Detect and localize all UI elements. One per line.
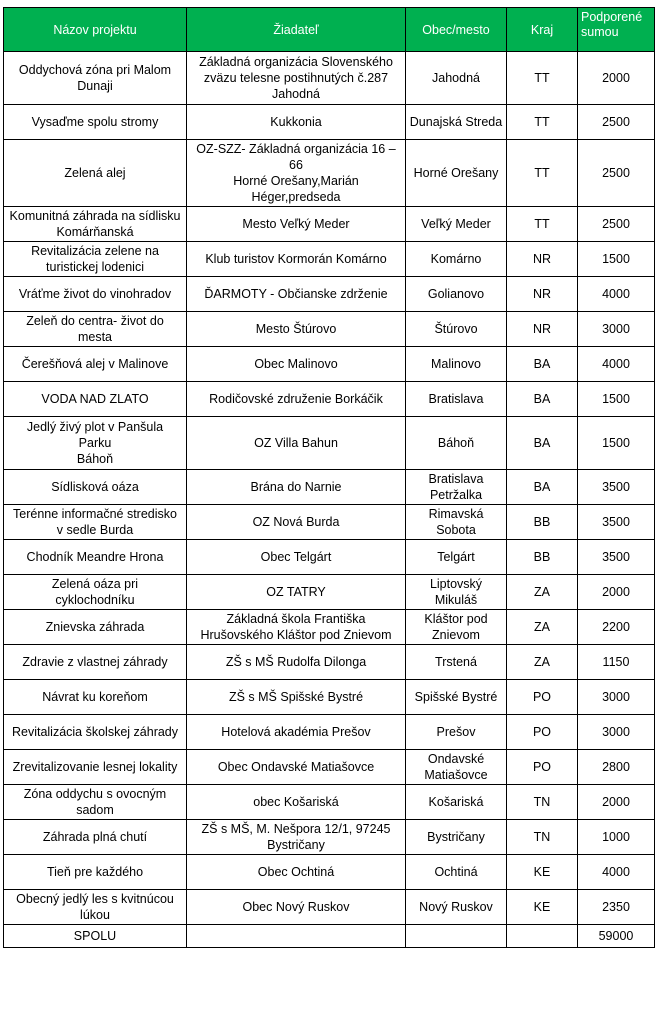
region-cell: TT [507,207,578,242]
city-cell: Štúrovo [406,312,507,347]
applicant-cell: Základná škola Františka Hrušovského Kláštor pod Znievom [187,610,406,645]
table-row [4,470,655,505]
table-row [4,417,655,470]
region-cell: ZA [507,575,578,610]
amount-cell: 1000 [578,820,655,855]
region-cell: BB [507,540,578,575]
project-name-cell: Revitalizácia zelene na turistickej lodenici [4,242,187,277]
project-name-cell: Návrat ku koreňom [4,680,187,715]
project-name-cell: Obecný jedlý les s kvitnúcou lúkou [4,890,187,925]
city-cell: Golianovo [406,277,507,312]
city-cell: Kláštor pod Znievom [406,610,507,645]
amount-cell: 3000 [578,312,655,347]
header-region: Kraj [507,8,578,52]
table-row [4,105,655,140]
city-cell: Bratislava Petržalka [406,470,507,505]
grant-table [3,7,655,948]
applicant-cell: Obec Ondavské Matiašovce [187,750,406,785]
total-row [4,925,655,948]
city-cell: Ochtiná [406,855,507,890]
amount-cell: 4000 [578,277,655,312]
city-cell: Nový Ruskov [406,890,507,925]
amount-cell: 1150 [578,645,655,680]
table-row [4,312,655,347]
applicant-cell: Kukkonia [187,105,406,140]
amount-cell: 2000 [578,785,655,820]
region-cell: NR [507,242,578,277]
city-cell: Malinovo [406,347,507,382]
region-cell: KE [507,855,578,890]
table-row [4,750,655,785]
table-row [4,277,655,312]
project-name-cell: Revitalizácia školskej záhrady [4,715,187,750]
project-name-cell: Zelená alej [4,140,187,207]
amount-cell: 3500 [578,540,655,575]
applicant-cell: obec Košariská [187,785,406,820]
city-cell: Báhoň [406,417,507,470]
region-cell: BA [507,470,578,505]
project-name-cell: Čerešňová alej v Malinove [4,347,187,382]
header-applicant: Žiadateľ [187,8,406,52]
header-project-name: Názov projektu [4,8,187,52]
total-empty-cell [507,925,578,948]
amount-cell: 2800 [578,750,655,785]
table-row [4,855,655,890]
applicant-cell: ĎARMOTY - Občianske zdrženie [187,277,406,312]
table-row [4,575,655,610]
project-name-cell: Chodník Meandre Hrona [4,540,187,575]
applicant-cell: Mesto Veľký Meder [187,207,406,242]
table-row [4,715,655,750]
region-cell: PO [507,715,578,750]
region-cell: TT [507,140,578,207]
applicant-cell: OZ-SZZ- Základná organizácia 16 – 66 Horné Orešany,Marián Héger,predseda [187,140,406,207]
project-name-cell: Oddychová zóna pri Malom Dunaji [4,52,187,105]
applicant-cell: OZ Villa Bahun [187,417,406,470]
amount-cell: 2000 [578,52,655,105]
region-cell: TT [507,105,578,140]
region-cell: BA [507,382,578,417]
project-name-cell: Tieň pre každého [4,855,187,890]
applicant-cell: Obec Malinovo [187,347,406,382]
table-row [4,242,655,277]
project-name-cell: Zdravie z vlastnej záhrady [4,645,187,680]
table-row [4,140,655,207]
table-row [4,890,655,925]
project-name-cell: Sídlisková oáza [4,470,187,505]
region-cell: ZA [507,610,578,645]
region-cell: KE [507,890,578,925]
applicant-cell: Rodičovské združenie Borkáčik [187,382,406,417]
table-body [4,52,655,925]
amount-cell: 3000 [578,715,655,750]
applicant-cell: Hotelová akadémia Prešov [187,715,406,750]
project-name-cell: Jedlý živý plot v Panšula Parku Báhoň [4,417,187,470]
city-cell: Veľký Meder [406,207,507,242]
amount-cell: 1500 [578,417,655,470]
table-row [4,645,655,680]
applicant-cell: Klub turistov Kormorán Komárno [187,242,406,277]
amount-cell: 4000 [578,347,655,382]
project-name-cell: Vysaďme spolu stromy [4,105,187,140]
region-cell: NR [507,312,578,347]
region-cell: BA [507,417,578,470]
city-cell: Komárno [406,242,507,277]
table-row [4,610,655,645]
applicant-cell: Obec Telgárt [187,540,406,575]
project-name-cell: Znievska záhrada [4,610,187,645]
table-row [4,820,655,855]
table-header [4,8,655,52]
region-cell: PO [507,750,578,785]
region-cell: PO [507,680,578,715]
amount-cell: 2500 [578,105,655,140]
table-row [4,540,655,575]
city-cell: Prešov [406,715,507,750]
table-row [4,382,655,417]
amount-cell: 2000 [578,575,655,610]
project-name-cell: Zóna oddychu s ovocným sadom [4,785,187,820]
project-name-cell: Zelená oáza pri cyklochodníku [4,575,187,610]
project-name-cell: Terénne informačné stredisko v sedle Burda [4,505,187,540]
project-name-cell: Vráťme život do vinohradov [4,277,187,312]
city-cell: Bystričany [406,820,507,855]
total-empty-cell [187,925,406,948]
table-row [4,505,655,540]
amount-cell: 2350 [578,890,655,925]
amount-cell: 4000 [578,855,655,890]
project-name-cell: VODA NAD ZLATO [4,382,187,417]
project-name-cell: Zeleň do centra- život do mesta [4,312,187,347]
region-cell: NR [507,277,578,312]
region-cell: TT [507,52,578,105]
applicant-cell: Základná organizácia Slovenského zväzu telesne postihnutých č.287 Jahodná [187,52,406,105]
amount-cell: 3500 [578,470,655,505]
city-cell: Rimavská Sobota [406,505,507,540]
header-row [4,8,655,52]
city-cell: Bratislava [406,382,507,417]
applicant-cell: Obec Ochtiná [187,855,406,890]
city-cell: Dunajská Streda [406,105,507,140]
applicant-cell: Brána do Narnie [187,470,406,505]
total-empty-cell [406,925,507,948]
amount-cell: 3500 [578,505,655,540]
amount-cell: 2200 [578,610,655,645]
total-label: SPOLU [4,925,187,948]
amount-cell: 1500 [578,382,655,417]
city-cell: Liptovský Mikuláš [406,575,507,610]
applicant-cell: ZŠ s MŠ Spišské Bystré [187,680,406,715]
applicant-cell: OZ TATRY [187,575,406,610]
city-cell: Jahodná [406,52,507,105]
amount-cell: 2500 [578,140,655,207]
table-row [4,207,655,242]
table-row [4,680,655,715]
city-cell: Košariská [406,785,507,820]
region-cell: TN [507,820,578,855]
region-cell: ZA [507,645,578,680]
applicant-cell: ZŠ s MŠ, M. Nešpora 12/1, 97245 Bystričany [187,820,406,855]
project-name-cell: Komunitná záhrada na sídlisku Komárňanská [4,207,187,242]
table-row [4,785,655,820]
applicant-cell: ZŠ s MŠ Rudolfa Dilonga [187,645,406,680]
table-row [4,347,655,382]
project-name-cell: Záhrada plná chutí [4,820,187,855]
applicant-cell: Mesto Štúrovo [187,312,406,347]
project-name-cell: Zrevitalizovanie lesnej lokality [4,750,187,785]
city-cell: Spišské Bystré [406,680,507,715]
amount-cell: 2500 [578,207,655,242]
city-cell: Horné Orešany [406,140,507,207]
city-cell: Trstená [406,645,507,680]
applicant-cell: Obec Nový Ruskov [187,890,406,925]
amount-cell: 1500 [578,242,655,277]
applicant-cell: OZ Nová Burda [187,505,406,540]
total-amount: 59000 [578,925,655,948]
region-cell: TN [507,785,578,820]
header-amount: Podporené sumou [578,8,655,52]
header-city: Obec/mesto [406,8,507,52]
city-cell: Ondavské Matiašovce [406,750,507,785]
city-cell: Telgárt [406,540,507,575]
table-row [4,52,655,105]
amount-cell: 3000 [578,680,655,715]
region-cell: BB [507,505,578,540]
region-cell: BA [507,347,578,382]
